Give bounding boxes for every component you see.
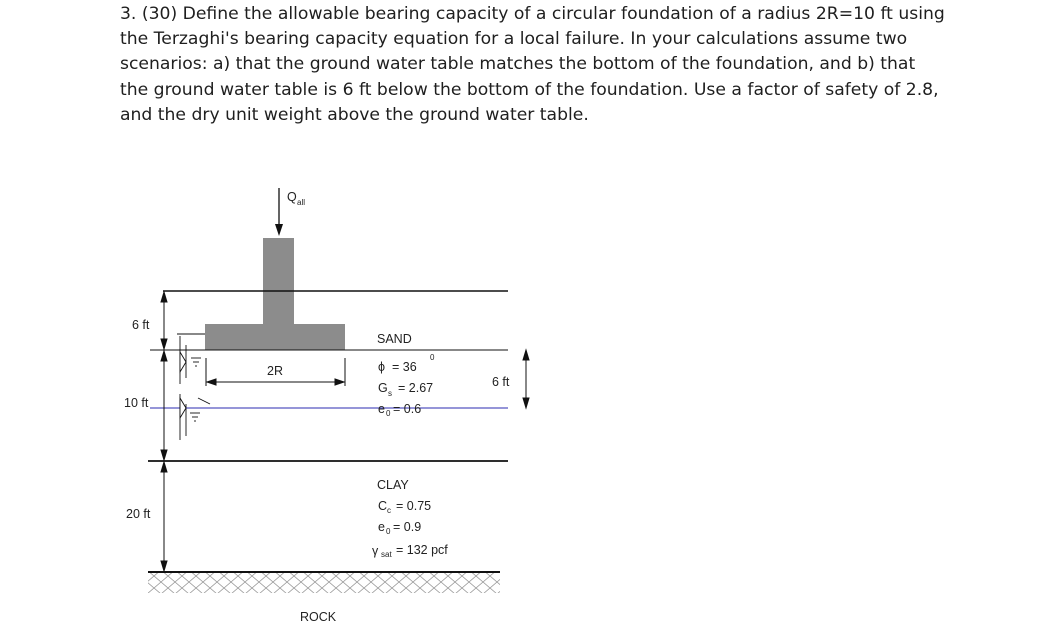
sand-e0-symbol: e	[378, 402, 385, 416]
sand-phi-symbol: ϕ	[378, 360, 386, 374]
load-symbol: Q	[287, 190, 297, 204]
load-subscript: all	[297, 198, 306, 207]
sand-gs-subscript: s	[388, 389, 392, 398]
sand-gs-value: = 2.67	[398, 381, 434, 395]
rock-label: ROCK	[300, 610, 337, 624]
sand-label: SAND	[377, 332, 412, 346]
rock-hatch	[148, 573, 500, 593]
clay-e0-subscript: 0	[386, 527, 391, 536]
clay-cc-symbol: C	[378, 499, 388, 513]
clay-e0-value: = 0.9	[393, 520, 422, 534]
clay-cc-subscript: c	[387, 506, 391, 515]
depth-6ft-label: 6 ft	[132, 318, 150, 332]
water-table-marker-upper	[177, 334, 205, 384]
sand-e0-subscript: 0	[386, 409, 391, 418]
sand-phi-degree: 0	[430, 353, 435, 362]
clay-e0-symbol: e	[378, 520, 385, 534]
width-label: 2R	[267, 364, 283, 378]
clay-gamma-value: = 132 pcf	[396, 543, 448, 557]
problem-line-2: the Terzaghi's bearing capacity equation for a local failure. In your calculations assume two	[120, 29, 908, 50]
problem-line-5: and the dry unit weight above the ground water table.	[120, 104, 589, 125]
wt-gap-label: 6 ft	[492, 375, 510, 389]
foundation	[205, 238, 345, 350]
clay-gamma-symbol: γ	[372, 544, 379, 558]
depth-dimension-line	[161, 291, 167, 572]
clay-cc-value: = 0.75	[396, 499, 432, 513]
problem-line-4: the ground water table is 6 ft below the bottom of the foundation. Use a factor of safety of 2.8,	[120, 79, 939, 100]
depth-10ft-label: 10 ft	[124, 396, 149, 410]
problem-line-3: scenarios: a) that the ground water table matches the bottom of the foundation, and b) that	[120, 54, 916, 75]
sand-gs-symbol: G	[378, 381, 388, 395]
load-arrow	[275, 188, 283, 236]
clay-label: CLAY	[377, 478, 409, 492]
water-table-marker-lower	[180, 394, 210, 440]
depth-20ft-label: 20 ft	[126, 507, 151, 521]
wt-gap-dimension	[523, 350, 529, 408]
sand-phi-value: = 36	[392, 360, 417, 374]
sand-e0-value: = 0.6	[393, 402, 422, 416]
clay-gamma-subscript: sat	[381, 550, 392, 559]
problem-line-1: 3. (30) Define the allowable bearing capacity of a circular foundation of a radius 2R=10 ft using	[120, 4, 945, 24]
